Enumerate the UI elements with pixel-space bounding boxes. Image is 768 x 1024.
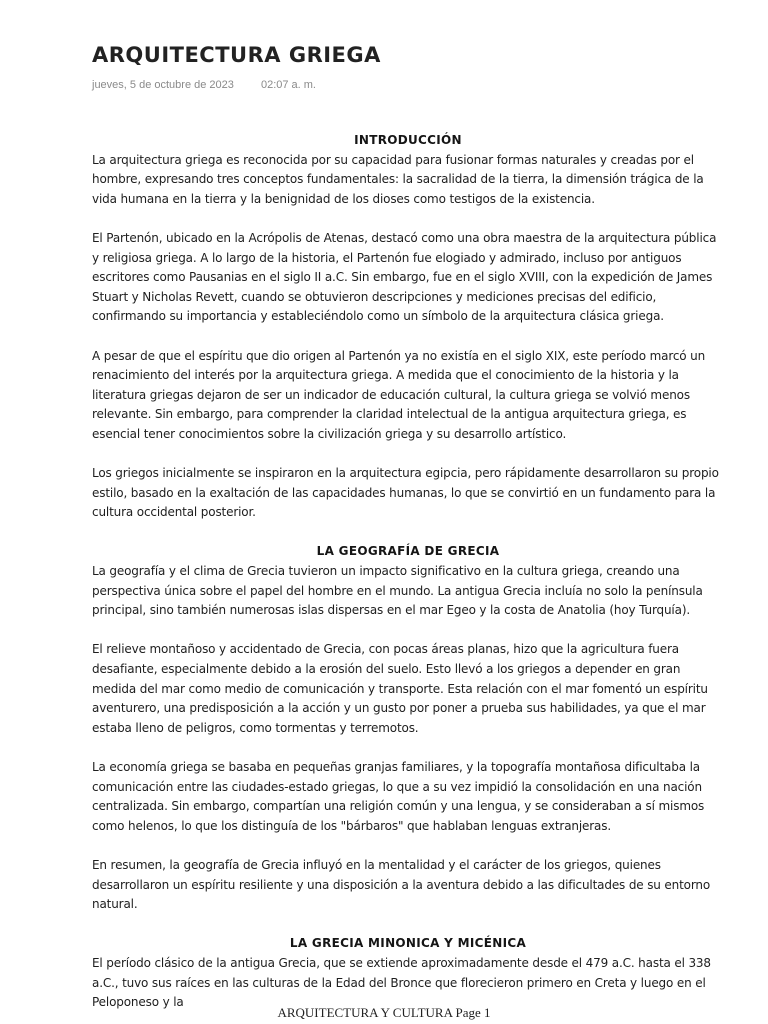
document-time: 02:07 a. m.: [260, 79, 316, 91]
paragraph: La economía griega se basaba en pequeñas granjas familiares, y la topografía montañosa dificultaba la comunicación entre las ciudades-estado griegas, lo que a su vez impidió la consolidación en una nación centralizada. Sin embargo, compartían una religión común y una lengua, y se consideraban a sí mismos como helenos, lo que los distinguía de los "bárbaros" que hablaban lenguas extranjeras.: [92, 760, 705, 833]
page-footer: ARQUITECTURA Y CULTURA Page 1: [277, 1005, 491, 1020]
document-date: jueves, 5 de octubre de 2023: [92, 79, 234, 91]
document-meta: [92, 79, 316, 91]
document-title: ARQUITECTURA GRIEGA: [92, 43, 381, 67]
section-heading-grecia-minoica: LA GRECIA MINONICA Y MICÉNICA: [289, 936, 527, 951]
paragraph: La geografía y el clima de Grecia tuvieron un impacto significativo en la cultura griega, creando una perspectiva única sobre el papel del hombre en el mundo. La antigua Grecia incluía no solo la península principal, sino también numerosas islas dispersas en el mar Egeo y la costa de Anatolia (hoy Turquía).: [92, 564, 703, 618]
paragraph: En resumen, la geografía de Grecia influyó en la mentalidad y el carácter de los griegos, quienes desarrollaron un espíritu resiliente y una disposición a la aventura debido a las dificultades de su entorno natural.: [92, 857, 711, 912]
paragraph: La arquitectura griega es reconocida por su capacidad para fusionar formas naturales y creadas por el hombre, expresando tres conceptos fundamentales: la sacralidad de la tierra, la dimensión trágica de la vida humana en la tierra y la benignidad de los dioses como testigos de la existencia.: [92, 152, 704, 206]
paragraph: El período clásico de la antigua Grecia, que se extiende aproximadamente desde el 479 a.C. hasta el 338 a.C., tuvo sus raíces en las culturas de la Edad del Bronce que florecieron primero en Creta y luego en el Peloponeso y la: [92, 955, 711, 1010]
paragraph: El Partenón, ubicado en la Acrópolis de Atenas, destacó como una obra maestra de la arquitectura pública y religiosa griega. A lo largo de la historia, el Partenón fue elogiado y admirado, incluso por antiguos escritores como Pausanias en el siglo II a.C. Sin embargo, fue en el siglo XVIII, con la expedición de James Stuart y Nicholas Revett, cuando se obtuvieron descripciones y mediciones precisas del edificio, confirmando su importancia y estableciéndolo como un símbolo de la arquitectura clásica griega.: [92, 230, 717, 324]
paragraph: A pesar de que el espíritu que dio origen al Partenón ya no existía en el siglo XIX, este período marcó un renacimiento del interés por la arquitectura griega. A medida que el conocimiento de la historia y la literatura griegas dejaron de ser un indicador de educación cultural, la cultura griega se volvió menos relevante. Sin embargo, para comprender la claridad intelectual de la antigua arquitectura griega, es esencial tener conocimientos sobre la civilización griega y su desarrollo artístico.: [92, 348, 706, 441]
paragraph: El relieve montañoso y accidentado de Grecia, con pocas áreas planas, hizo que la agricultura fuera desafiante, especialmente debido a la erosión del suelo. Esto llevó a los griegos a depender en gran medida del mar como medio de comunicación y transporte. Esta relación con el mar fomentó un espíritu aventurero, una predisposición a la acción y un gusto por poner a prueba sus habilidades, ya que el mar estaba lleno de peligros, como tormentas y terremotos.: [92, 642, 708, 735]
paragraph: Los griegos inicialmente se inspiraron en la arquitectura egipcia, pero rápidamente desarrollaron su propio estilo, basado en la exaltación de las capacidades humanas, lo que se convirtió en un fundamento para la cultura occidental posterior.: [92, 466, 719, 520]
section-heading-geografia: LA GEOGRAFÍA DE GRECIA: [316, 544, 500, 559]
section-heading-introduccion: INTRODUCCIÓN: [354, 133, 462, 147]
document-body: [92, 131, 724, 1013]
